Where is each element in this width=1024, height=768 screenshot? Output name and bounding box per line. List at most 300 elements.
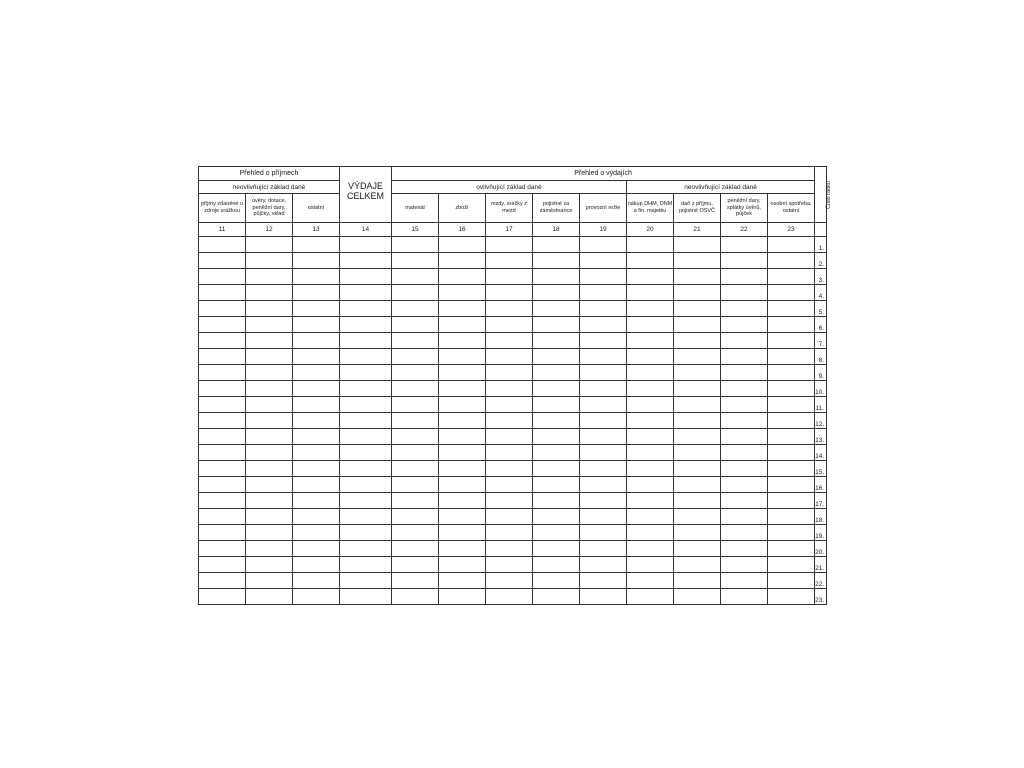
entry-cell[interactable]: [674, 237, 721, 253]
entry-cell[interactable]: [199, 541, 246, 557]
entry-cell[interactable]: [439, 461, 486, 477]
entry-cell[interactable]: [486, 333, 533, 349]
entry-cell[interactable]: [627, 237, 674, 253]
entry-cell[interactable]: [392, 413, 439, 429]
entry-cell[interactable]: [392, 493, 439, 509]
entry-cell[interactable]: [246, 573, 293, 589]
entry-cell[interactable]: [340, 493, 392, 509]
entry-cell[interactable]: [439, 397, 486, 413]
entry-cell[interactable]: [674, 333, 721, 349]
entry-cell[interactable]: [246, 589, 293, 605]
entry-cell[interactable]: [674, 589, 721, 605]
entry-cell[interactable]: [627, 541, 674, 557]
entry-cell[interactable]: [199, 269, 246, 285]
entry-cell[interactable]: [199, 301, 246, 317]
entry-cell[interactable]: [199, 413, 246, 429]
entry-cell[interactable]: [580, 365, 627, 381]
entry-cell[interactable]: [533, 349, 580, 365]
entry-cell[interactable]: [486, 381, 533, 397]
entry-cell[interactable]: [293, 589, 340, 605]
entry-cell[interactable]: [674, 349, 721, 365]
entry-cell[interactable]: [580, 557, 627, 573]
entry-cell[interactable]: [627, 333, 674, 349]
entry-cell[interactable]: [674, 269, 721, 285]
entry-cell[interactable]: [199, 509, 246, 525]
entry-cell[interactable]: [439, 477, 486, 493]
entry-cell[interactable]: [340, 589, 392, 605]
entry-cell[interactable]: [674, 429, 721, 445]
entry-cell[interactable]: [486, 413, 533, 429]
entry-cell[interactable]: [293, 285, 340, 301]
entry-cell[interactable]: [392, 541, 439, 557]
entry-cell[interactable]: [768, 301, 815, 317]
entry-cell[interactable]: [768, 509, 815, 525]
entry-cell[interactable]: [533, 285, 580, 301]
entry-cell[interactable]: [486, 525, 533, 541]
entry-cell[interactable]: [674, 509, 721, 525]
entry-cell[interactable]: [340, 525, 392, 541]
entry-cell[interactable]: [199, 461, 246, 477]
entry-cell[interactable]: [486, 397, 533, 413]
entry-cell[interactable]: [580, 413, 627, 429]
entry-cell[interactable]: [199, 285, 246, 301]
entry-cell[interactable]: [199, 365, 246, 381]
entry-cell[interactable]: [721, 589, 768, 605]
entry-cell[interactable]: [721, 477, 768, 493]
entry-cell[interactable]: [293, 445, 340, 461]
entry-cell[interactable]: [392, 429, 439, 445]
entry-cell[interactable]: [246, 237, 293, 253]
entry-cell[interactable]: [580, 493, 627, 509]
entry-cell[interactable]: [293, 269, 340, 285]
entry-cell[interactable]: [392, 237, 439, 253]
entry-cell[interactable]: [580, 301, 627, 317]
entry-cell[interactable]: [721, 557, 768, 573]
entry-cell[interactable]: [674, 301, 721, 317]
entry-cell[interactable]: [392, 317, 439, 333]
entry-cell[interactable]: [533, 237, 580, 253]
entry-cell[interactable]: [340, 509, 392, 525]
entry-cell[interactable]: [580, 397, 627, 413]
entry-cell[interactable]: [533, 269, 580, 285]
entry-cell[interactable]: [627, 509, 674, 525]
entry-cell[interactable]: [768, 557, 815, 573]
entry-cell[interactable]: [627, 573, 674, 589]
entry-cell[interactable]: [721, 253, 768, 269]
entry-cell[interactable]: [486, 253, 533, 269]
entry-cell[interactable]: [768, 461, 815, 477]
entry-cell[interactable]: [439, 317, 486, 333]
entry-cell[interactable]: [340, 301, 392, 317]
entry-cell[interactable]: [580, 525, 627, 541]
entry-cell[interactable]: [768, 269, 815, 285]
entry-cell[interactable]: [674, 493, 721, 509]
entry-cell[interactable]: [627, 285, 674, 301]
entry-cell[interactable]: [674, 557, 721, 573]
entry-cell[interactable]: [392, 333, 439, 349]
entry-cell[interactable]: [721, 397, 768, 413]
entry-cell[interactable]: [392, 477, 439, 493]
entry-cell[interactable]: [627, 365, 674, 381]
entry-cell[interactable]: [246, 541, 293, 557]
entry-cell[interactable]: [486, 573, 533, 589]
entry-cell[interactable]: [486, 429, 533, 445]
entry-cell[interactable]: [392, 525, 439, 541]
entry-cell[interactable]: [768, 413, 815, 429]
entry-cell[interactable]: [533, 253, 580, 269]
entry-cell[interactable]: [486, 589, 533, 605]
entry-cell[interactable]: [580, 509, 627, 525]
entry-cell[interactable]: [580, 381, 627, 397]
entry-cell[interactable]: [392, 381, 439, 397]
entry-cell[interactable]: [340, 461, 392, 477]
entry-cell[interactable]: [199, 381, 246, 397]
entry-cell[interactable]: [533, 381, 580, 397]
entry-cell[interactable]: [768, 541, 815, 557]
entry-cell[interactable]: [627, 397, 674, 413]
entry-cell[interactable]: [246, 413, 293, 429]
entry-cell[interactable]: [674, 541, 721, 557]
entry-cell[interactable]: [199, 237, 246, 253]
entry-cell[interactable]: [627, 349, 674, 365]
entry-cell[interactable]: [486, 541, 533, 557]
entry-cell[interactable]: [580, 237, 627, 253]
entry-cell[interactable]: [533, 365, 580, 381]
entry-cell[interactable]: [293, 365, 340, 381]
entry-cell[interactable]: [439, 493, 486, 509]
row-number: 11.: [815, 397, 827, 413]
entry-cell[interactable]: [533, 477, 580, 493]
entry-cell[interactable]: [246, 333, 293, 349]
entry-cell[interactable]: [721, 301, 768, 317]
entry-cell[interactable]: [627, 477, 674, 493]
entry-cell[interactable]: [199, 573, 246, 589]
entry-cell[interactable]: [293, 429, 340, 445]
entry-cell[interactable]: [768, 237, 815, 253]
entry-cell[interactable]: [199, 493, 246, 509]
entry-cell[interactable]: [392, 557, 439, 573]
entry-cell[interactable]: [533, 333, 580, 349]
entry-cell[interactable]: [439, 301, 486, 317]
entry-cell[interactable]: [721, 509, 768, 525]
entry-cell[interactable]: [293, 477, 340, 493]
entry-cell[interactable]: [340, 573, 392, 589]
entry-cell[interactable]: [486, 509, 533, 525]
entry-cell[interactable]: [533, 509, 580, 525]
entry-cell[interactable]: [580, 589, 627, 605]
entry-cell[interactable]: [533, 573, 580, 589]
entry-cell[interactable]: [293, 381, 340, 397]
entry-cell[interactable]: [674, 285, 721, 301]
entry-cell[interactable]: [721, 349, 768, 365]
entry-cell[interactable]: [392, 573, 439, 589]
entry-cell[interactable]: [768, 349, 815, 365]
entry-cell[interactable]: [580, 269, 627, 285]
entry-cell[interactable]: [340, 349, 392, 365]
entry-cell[interactable]: [768, 381, 815, 397]
entry-cell[interactable]: [340, 269, 392, 285]
entry-cell[interactable]: [721, 381, 768, 397]
entry-cell[interactable]: [439, 237, 486, 253]
entry-cell[interactable]: [627, 429, 674, 445]
entry-cell[interactable]: [392, 397, 439, 413]
entry-cell[interactable]: [580, 541, 627, 557]
entry-cell[interactable]: [674, 445, 721, 461]
entry-cell[interactable]: [533, 317, 580, 333]
entry-cell[interactable]: [721, 269, 768, 285]
entry-cell[interactable]: [674, 397, 721, 413]
entry-cell[interactable]: [293, 541, 340, 557]
entry-cell[interactable]: [439, 429, 486, 445]
entry-cell[interactable]: [580, 317, 627, 333]
entry-cell[interactable]: [627, 253, 674, 269]
entry-cell[interactable]: [721, 317, 768, 333]
entry-cell[interactable]: [199, 589, 246, 605]
entry-cell[interactable]: [439, 269, 486, 285]
entry-cell[interactable]: [340, 429, 392, 445]
entry-cell[interactable]: [392, 445, 439, 461]
entry-cell[interactable]: [674, 477, 721, 493]
entry-cell[interactable]: [486, 349, 533, 365]
entry-cell[interactable]: [392, 253, 439, 269]
entry-cell[interactable]: [199, 445, 246, 461]
entry-cell[interactable]: [293, 333, 340, 349]
entry-cell[interactable]: [768, 477, 815, 493]
entry-cell[interactable]: [580, 445, 627, 461]
entry-cell[interactable]: [674, 525, 721, 541]
entry-cell[interactable]: [533, 541, 580, 557]
entry-cell[interactable]: [246, 301, 293, 317]
entry-cell[interactable]: [293, 397, 340, 413]
entry-cell[interactable]: [721, 237, 768, 253]
entry-cell[interactable]: [199, 333, 246, 349]
entry-cell[interactable]: [199, 525, 246, 541]
entry-cell[interactable]: [246, 525, 293, 541]
entry-cell[interactable]: [392, 349, 439, 365]
entry-cell[interactable]: [199, 253, 246, 269]
entry-cell[interactable]: [768, 397, 815, 413]
entry-cell[interactable]: [392, 461, 439, 477]
entry-cell[interactable]: [246, 461, 293, 477]
entry-cell[interactable]: [486, 365, 533, 381]
entry-cell[interactable]: [486, 461, 533, 477]
entry-cell[interactable]: [768, 445, 815, 461]
entry-cell[interactable]: [627, 525, 674, 541]
entry-cell[interactable]: [293, 413, 340, 429]
entry-cell[interactable]: [246, 269, 293, 285]
entry-cell[interactable]: [674, 573, 721, 589]
entry-cell[interactable]: [674, 365, 721, 381]
entry-cell[interactable]: [486, 285, 533, 301]
entry-cell[interactable]: [340, 381, 392, 397]
entry-cell[interactable]: [392, 285, 439, 301]
entry-cell[interactable]: [293, 349, 340, 365]
entry-cell[interactable]: [439, 381, 486, 397]
entry-cell[interactable]: [533, 445, 580, 461]
entry-cell[interactable]: [439, 589, 486, 605]
entry-cell[interactable]: [246, 429, 293, 445]
entry-cell[interactable]: [486, 317, 533, 333]
entry-cell[interactable]: [246, 557, 293, 573]
entry-cell[interactable]: [199, 317, 246, 333]
entry-cell[interactable]: [533, 557, 580, 573]
entry-cell[interactable]: [486, 445, 533, 461]
entry-cell[interactable]: [486, 557, 533, 573]
entry-cell[interactable]: [293, 237, 340, 253]
entry-cell[interactable]: [721, 525, 768, 541]
entry-cell[interactable]: [486, 237, 533, 253]
entry-cell[interactable]: [340, 413, 392, 429]
entry-cell[interactable]: [293, 573, 340, 589]
entry-cell[interactable]: [340, 445, 392, 461]
entry-cell[interactable]: [439, 557, 486, 573]
entry-cell[interactable]: [340, 477, 392, 493]
entry-cell[interactable]: [246, 285, 293, 301]
entry-cell[interactable]: [486, 493, 533, 509]
entry-cell[interactable]: [246, 397, 293, 413]
entry-cell[interactable]: [340, 397, 392, 413]
entry-cell[interactable]: [533, 397, 580, 413]
entry-cell[interactable]: [246, 253, 293, 269]
entry-cell[interactable]: [674, 413, 721, 429]
entry-cell[interactable]: [293, 557, 340, 573]
entry-cell[interactable]: [199, 557, 246, 573]
entry-cell[interactable]: [627, 557, 674, 573]
entry-cell[interactable]: [439, 573, 486, 589]
entry-cell[interactable]: [392, 509, 439, 525]
entry-cell[interactable]: [627, 589, 674, 605]
entry-cell[interactable]: [199, 397, 246, 413]
entry-cell[interactable]: [627, 413, 674, 429]
entry-cell[interactable]: [199, 477, 246, 493]
entry-cell[interactable]: [721, 413, 768, 429]
entry-cell[interactable]: [439, 525, 486, 541]
entry-cell[interactable]: [340, 365, 392, 381]
entry-cell[interactable]: [439, 349, 486, 365]
entry-cell[interactable]: [246, 493, 293, 509]
entry-cell[interactable]: [293, 253, 340, 269]
entry-cell[interactable]: [246, 445, 293, 461]
entry-cell[interactable]: [486, 477, 533, 493]
entry-cell[interactable]: [293, 317, 340, 333]
entry-cell[interactable]: [768, 573, 815, 589]
entry-cell[interactable]: [533, 493, 580, 509]
entry-cell[interactable]: [768, 285, 815, 301]
entry-cell[interactable]: [721, 285, 768, 301]
entry-cell[interactable]: [580, 477, 627, 493]
entry-cell[interactable]: [721, 333, 768, 349]
entry-cell[interactable]: [293, 461, 340, 477]
entry-cell[interactable]: [674, 381, 721, 397]
entry-cell[interactable]: [768, 493, 815, 509]
entry-cell[interactable]: [439, 253, 486, 269]
entry-cell[interactable]: [533, 301, 580, 317]
entry-cell[interactable]: [246, 509, 293, 525]
entry-cell[interactable]: [580, 285, 627, 301]
entry-cell[interactable]: [439, 445, 486, 461]
entry-cell[interactable]: [721, 573, 768, 589]
entry-cell[interactable]: [533, 429, 580, 445]
entry-cell[interactable]: [627, 317, 674, 333]
entry-cell[interactable]: [293, 525, 340, 541]
entry-cell[interactable]: [674, 461, 721, 477]
entry-cell[interactable]: [627, 461, 674, 477]
entry-cell[interactable]: [768, 365, 815, 381]
entry-cell[interactable]: [580, 253, 627, 269]
entry-cell[interactable]: [580, 461, 627, 477]
entry-cell[interactable]: [439, 541, 486, 557]
entry-cell[interactable]: [439, 413, 486, 429]
entry-cell[interactable]: [768, 429, 815, 445]
entry-cell[interactable]: [392, 301, 439, 317]
entry-cell[interactable]: [533, 589, 580, 605]
entry-cell[interactable]: [768, 333, 815, 349]
entry-cell[interactable]: [340, 317, 392, 333]
entry-cell[interactable]: [768, 253, 815, 269]
entry-cell[interactable]: [674, 253, 721, 269]
entry-cell[interactable]: [246, 349, 293, 365]
entry-cell[interactable]: [768, 589, 815, 605]
entry-cell[interactable]: [340, 541, 392, 557]
entry-cell[interactable]: [580, 573, 627, 589]
entry-cell[interactable]: [627, 493, 674, 509]
entry-cell[interactable]: [392, 365, 439, 381]
entry-cell[interactable]: [340, 557, 392, 573]
entry-cell[interactable]: [439, 285, 486, 301]
entry-cell[interactable]: [439, 365, 486, 381]
entry-cell[interactable]: [199, 429, 246, 445]
entry-cell[interactable]: [340, 285, 392, 301]
entry-cell[interactable]: [533, 413, 580, 429]
entry-cell[interactable]: [674, 317, 721, 333]
entry-cell[interactable]: [580, 429, 627, 445]
entry-cell[interactable]: [246, 477, 293, 493]
entry-cell[interactable]: [486, 301, 533, 317]
entry-cell[interactable]: [580, 349, 627, 365]
entry-cell[interactable]: [721, 541, 768, 557]
entry-cell[interactable]: [486, 269, 533, 285]
entry-cell[interactable]: [627, 381, 674, 397]
entry-cell[interactable]: [340, 333, 392, 349]
entry-cell[interactable]: [721, 445, 768, 461]
entry-cell[interactable]: [580, 333, 627, 349]
entry-cell[interactable]: [246, 381, 293, 397]
entry-cell[interactable]: [392, 269, 439, 285]
entry-cell[interactable]: [392, 589, 439, 605]
entry-cell[interactable]: [293, 509, 340, 525]
entry-cell[interactable]: [627, 301, 674, 317]
entry-cell[interactable]: [293, 301, 340, 317]
entry-cell[interactable]: [768, 525, 815, 541]
entry-cell[interactable]: [768, 317, 815, 333]
entry-cell[interactable]: [533, 461, 580, 477]
entry-cell[interactable]: [721, 365, 768, 381]
entry-cell[interactable]: [721, 461, 768, 477]
entry-cell[interactable]: [439, 509, 486, 525]
entry-cell[interactable]: [340, 253, 392, 269]
entry-cell[interactable]: [721, 429, 768, 445]
entry-cell[interactable]: [627, 445, 674, 461]
entry-cell[interactable]: [246, 317, 293, 333]
entry-cell[interactable]: [340, 237, 392, 253]
entry-cell[interactable]: [293, 493, 340, 509]
entry-cell[interactable]: [721, 493, 768, 509]
entry-cell[interactable]: [627, 269, 674, 285]
entry-cell[interactable]: [533, 525, 580, 541]
entry-cell[interactable]: [199, 349, 246, 365]
entry-cell[interactable]: [439, 333, 486, 349]
entry-cell[interactable]: [246, 365, 293, 381]
